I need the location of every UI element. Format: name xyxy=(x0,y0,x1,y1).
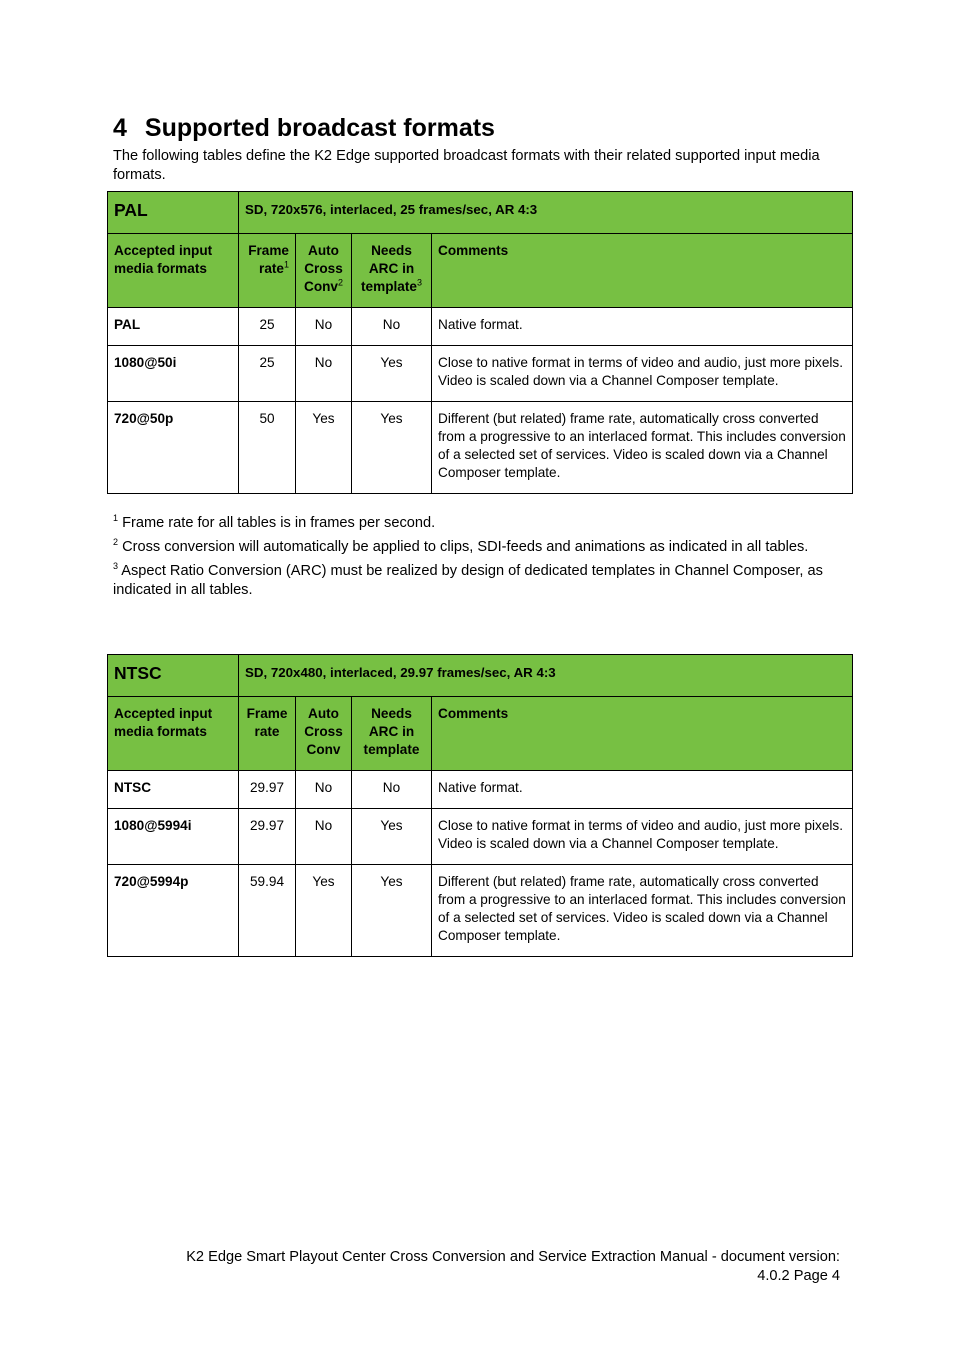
auto-cross-cell: No xyxy=(296,809,352,865)
format-cell: 720@5994p xyxy=(108,865,239,957)
footer-version-page: 4.0.2 Page 4 xyxy=(757,1268,840,1284)
comment-cell: Close to native format in terms of video and audio, just more pixels. Video is scaled down via a Channel Composer template. xyxy=(432,346,853,402)
table-row xyxy=(108,809,853,865)
header-needs-arc-label: Needs ARC in template xyxy=(361,243,417,294)
footnote-ref-3: 3 xyxy=(416,277,422,288)
frame-rate-cell: 50 xyxy=(239,402,296,494)
auto-cross-cell: Yes xyxy=(296,865,352,957)
needs-arc-cell: Yes xyxy=(352,402,432,494)
footnote-mark: 2 xyxy=(113,537,119,548)
footnote-1 xyxy=(113,514,838,533)
page-footer xyxy=(100,1248,840,1286)
needs-arc-cell: Yes xyxy=(352,346,432,402)
standard-description: SD, 720x576, interlaced, 25 frames/sec, AR 4:3 xyxy=(239,192,853,234)
format-cell: PAL xyxy=(108,308,239,346)
format-cell: NTSC xyxy=(108,771,239,809)
comment-cell: Different (but related) frame rate, automatically cross converted from a progressive to an interlaced format. This includes conversion of a selected set of services. Video is scaled down via a Channel Composer template. xyxy=(432,402,853,494)
needs-arc-cell: No xyxy=(352,308,432,346)
section-heading xyxy=(113,113,495,143)
comment-cell: Native format. xyxy=(432,308,853,346)
comment-cell: Different (but related) frame rate, automatically cross converted from a progressive to an interlaced format. This includes conversion of a selected set of services. Video is scaled down via a Channel Composer template. xyxy=(432,865,853,957)
footnote-3 xyxy=(113,562,838,600)
header-comments: Comments xyxy=(432,697,853,771)
auto-cross-cell: No xyxy=(296,308,352,346)
footnotes xyxy=(113,514,838,605)
header-needs-arc xyxy=(352,234,432,308)
pal-format-table xyxy=(107,191,853,494)
footnote-ref-1: 1 xyxy=(283,259,289,270)
table-header-row xyxy=(108,234,853,308)
intro-paragraph: The following tables define the K2 Edge supported broadcast formats with their related supported input media formats. xyxy=(113,148,820,183)
frame-rate-cell: 25 xyxy=(239,308,296,346)
format-cell: 1080@5994i xyxy=(108,809,239,865)
header-frame-rate-label: Frame rate xyxy=(248,243,289,276)
standard-name: PAL xyxy=(108,192,239,234)
ntsc-format-table xyxy=(107,654,853,957)
table-row xyxy=(108,346,853,402)
header-needs-arc: Needs ARC in template xyxy=(352,697,432,771)
footer-document-title: K2 Edge Smart Playout Center Cross Conversion and Service Extraction Manual - document version: xyxy=(186,1249,840,1265)
footnote-mark: 3 xyxy=(113,561,119,572)
footnote-ref-2: 2 xyxy=(337,277,343,288)
table-row xyxy=(108,308,853,346)
header-accepted-formats: Accepted input media formats xyxy=(108,697,239,771)
header-auto-cross-conv xyxy=(296,234,352,308)
standard-name: NTSC xyxy=(108,655,239,697)
footnote-text: Aspect Ratio Conversion (ARC) must be realized by design of dedicated templates in Channel Composer, as indicated in all tables. xyxy=(113,563,823,598)
comment-cell: Close to native format in terms of video and audio, just more pixels. Video is scaled down via a Channel Composer template. xyxy=(432,809,853,865)
format-cell: 720@50p xyxy=(108,402,239,494)
footnote-text: Frame rate for all tables is in frames per second. xyxy=(122,515,436,531)
comment-cell: Native format. xyxy=(432,771,853,809)
frame-rate-cell: 29.97 xyxy=(239,771,296,809)
footnote-mark: 1 xyxy=(113,513,119,524)
header-frame-rate: Frame rate xyxy=(239,697,296,771)
table-header-row xyxy=(108,697,853,771)
header-auto-cross-conv: Auto Cross Conv xyxy=(296,697,352,771)
footnote-2 xyxy=(113,538,838,557)
auto-cross-cell: Yes xyxy=(296,402,352,494)
header-accepted-formats: Accepted input media formats xyxy=(108,234,239,308)
section-number: 4 xyxy=(113,114,127,142)
header-frame-rate xyxy=(239,234,296,308)
section-title: Supported broadcast formats xyxy=(144,114,495,142)
table-row xyxy=(108,402,853,494)
header-comments: Comments xyxy=(432,234,853,308)
table-row xyxy=(108,865,853,957)
footnote-text: Cross conversion will automatically be applied to clips, SDI-feeds and animations as indicated in all tables. xyxy=(122,539,809,555)
needs-arc-cell: Yes xyxy=(352,865,432,957)
frame-rate-cell: 25 xyxy=(239,346,296,402)
needs-arc-cell: Yes xyxy=(352,809,432,865)
standard-description: SD, 720x480, interlaced, 29.97 frames/sec, AR 4:3 xyxy=(239,655,853,697)
table-title-row xyxy=(108,655,853,697)
needs-arc-cell: No xyxy=(352,771,432,809)
header-auto-cross-label: Auto Cross Conv xyxy=(304,243,343,294)
table-title-row xyxy=(108,192,853,234)
frame-rate-cell: 29.97 xyxy=(239,809,296,865)
frame-rate-cell: 59.94 xyxy=(239,865,296,957)
format-cell: 1080@50i xyxy=(108,346,239,402)
auto-cross-cell: No xyxy=(296,771,352,809)
auto-cross-cell: No xyxy=(296,346,352,402)
table-row xyxy=(108,771,853,809)
